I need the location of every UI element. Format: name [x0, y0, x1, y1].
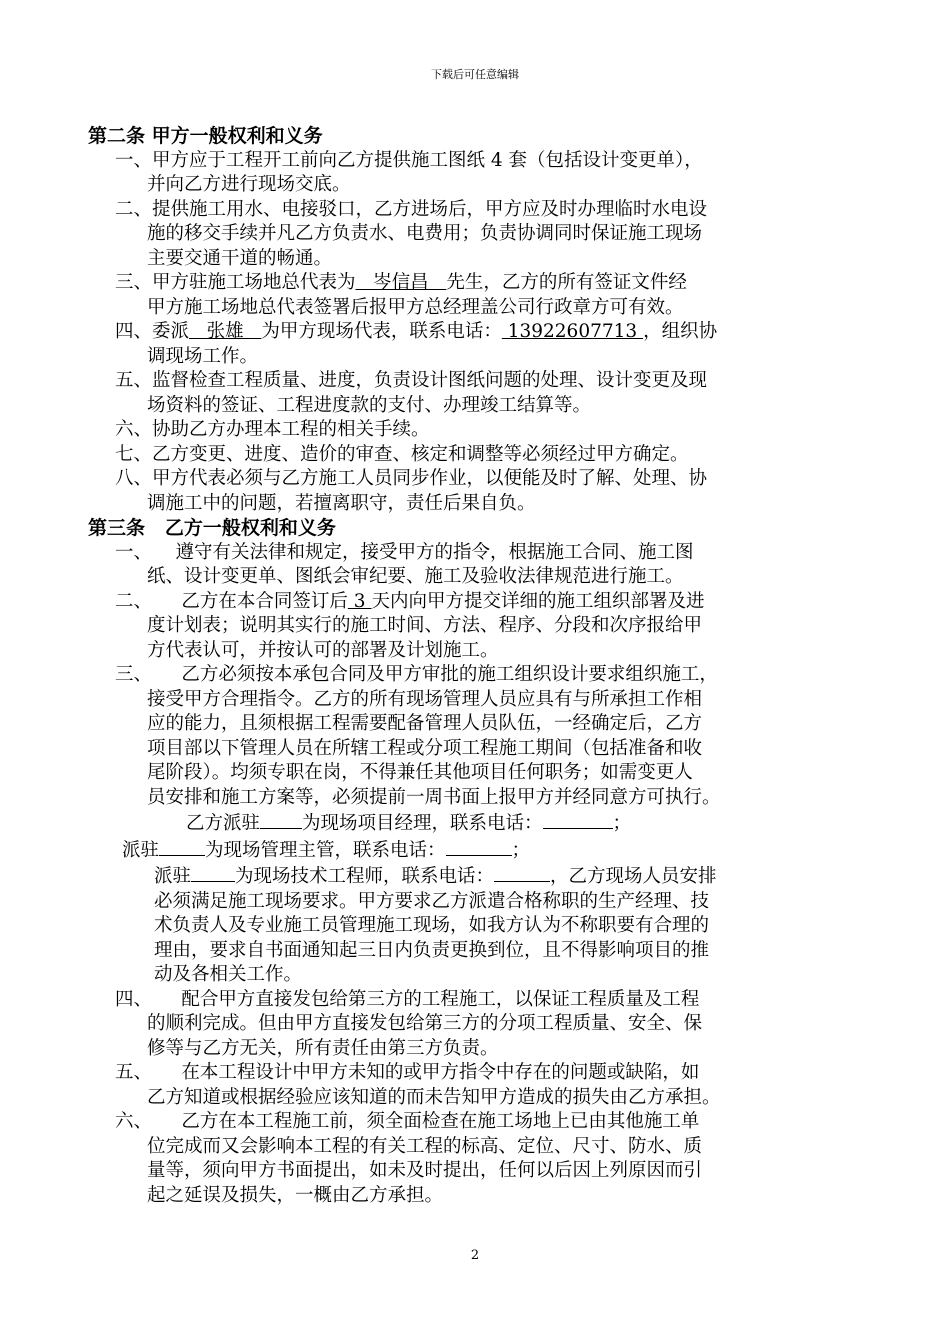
document-body	[88, 124, 848, 1208]
s3-item-3-line-10: 必须满足施工现场要求。甲方要求乙方派遣合格称职的生产经理、技	[154, 890, 710, 912]
s3-item-3-line-13: 动及各相关工作。	[154, 964, 303, 985]
engineer-middle: 为现场技术工程师，联系电话：	[235, 866, 495, 887]
s3-item-5-line-2: 乙方知道或根据经验应该知道的而未告知甲方造成的损失由乙方承担。	[147, 1086, 721, 1108]
s2-item-5-line-1: 五、监督检查工程质量、进度，负责设计图纸问题的处理、设计变更及现	[115, 370, 708, 391]
s3-item-6-line-2: 位完成而又会影响本工程的有关工程的标高、定位、尺寸、防水、质	[147, 1135, 703, 1157]
s3-item-2-line-1	[88, 590, 848, 615]
s3-item-4-line-1: 四、 配合甲方直接发包给第三方的工程施工，以保证工程质量及工程	[115, 988, 700, 1010]
s2-item-2-line-1: 二、提供施工用水、电接驳口，乙方进场后，甲方应及时办理临时水电设	[115, 198, 708, 220]
s2-item-2-line-3: 主要交通干道的畅通。	[147, 247, 333, 269]
s2-item-8-line-2: 调施工中的问题，若擅离职守，责任后果自负。	[147, 492, 536, 514]
s3-item-3-line-5: 尾阶段）。均须专职在岗，不得兼任其他项目任何职务；如需变更人	[147, 762, 693, 783]
s3-item-2-prefix: 二、 乙方在本合同签订后	[115, 590, 348, 612]
s3-item-3-line-3: 应的能力，且须根据工程需要配备管理人员队伍，一经确定后，乙方	[147, 713, 703, 734]
s2-item-6: 六、协助乙方办理本工程的相关手续。	[115, 419, 430, 440]
supervisor-phone-blank	[446, 837, 512, 856]
s3-item-2-suffix: 天内向甲方提交详细的施工组织部署及进	[371, 590, 705, 612]
s2-item-5-line-2: 场资料的签证、工程进度款的支付、办理竣工结算等。	[147, 394, 592, 416]
s3-item-3-line-11: 术负责人及专业施工员管理施工现场，如我方认为不称职要有合理的	[154, 915, 710, 936]
s2-item-7: 七、乙方变更、进度、造价的审查、核定和调整等必须经过甲方确定。	[115, 443, 689, 465]
pm-name-blank	[260, 810, 302, 829]
s3-item-6-line-1: 六、 乙方在本工程施工前，须全面检查在施工场地上已由其他施工单	[115, 1111, 700, 1132]
s3-item-2-line-3: 方代表认可，并按认可的部署及计划施工。	[147, 639, 499, 661]
s2-item-3-suffix: 先生，乙方的所有签证文件经	[446, 272, 687, 293]
s3-item-1-line-2: 纸、设计变更单、图纸会审纪要、施工及验收法律规范进行施工。	[147, 566, 684, 587]
pm-prefix: 乙方派驻	[186, 813, 261, 834]
page-number: 2	[470, 1248, 480, 1263]
section-3-title: 第三条 乙方一般权利和义务	[88, 517, 336, 539]
s2-item-4-line-2: 调现场工作。	[147, 345, 259, 367]
site-supervisor-line	[88, 837, 848, 864]
s3-item-3-line-12: 理由，要求自书面通知起三日内负责更换到位，且不得影响项目的推	[154, 939, 710, 961]
supervisor-prefix: 派驻	[122, 839, 160, 861]
s3-item-3-line-1: 三、 乙方必须按本承包合同及甲方审批的施工组织设计要求组织施工，	[115, 664, 718, 685]
s3-item-6-line-4: 起之延误及损失，一概由乙方承担。	[147, 1184, 444, 1206]
engineer-phone-blank	[494, 863, 550, 882]
s2-item-2-line-2: 施的移交手续并凡乙方负责水、电费用；负责协调同时保证施工现场	[147, 223, 703, 244]
s3-item-1-line-1: 一、 遵守有关法律和规定，接受甲方的指令，根据施工合同、施工图	[115, 541, 694, 563]
pm-suffix: ；	[612, 813, 632, 834]
s2-item-1-line-2: 并向乙方进行现场交底。	[147, 174, 351, 195]
s2-item-3-prefix: 三、甲方驻施工场地总代表为	[115, 272, 356, 293]
s3-item-2-line-2: 度计划表；说明其实行的施工时间、方法、程序、分段和次序报给甲	[147, 615, 703, 636]
representative-name: 岑信昌	[355, 272, 447, 293]
s3-item-5-line-1: 五、 在本工程设计中甲方未知的或甲方指令中存在的问题或缺陷，如	[115, 1062, 700, 1083]
s2-item-4-line-1	[88, 320, 848, 345]
engineer-prefix: 派驻	[154, 866, 192, 887]
project-manager-line	[88, 810, 848, 837]
s2-item-8-line-1: 八、甲方代表必须与乙方施工人员同步作业，以便能及时了解、处理、协	[115, 468, 708, 489]
s2-item-3-line-1	[88, 271, 848, 296]
s2-item-4-middle: 为甲方现场代表，联系电话：	[261, 321, 502, 342]
supervisor-suffix: ；	[511, 839, 531, 861]
s3-item-6-line-3: 量等，须向甲方书面提出，如未及时提出，任何以后因上列原因而引	[147, 1160, 703, 1181]
s3-item-3-line-4: 项目部以下管理人员在所辖工程或分项工程施工期间（包括准备和收	[147, 737, 703, 759]
site-representative-name: 张雄	[189, 321, 262, 342]
s2-item-4-prefix: 四、委派	[115, 321, 190, 342]
s2-item-3-line-2: 甲方施工场地总代表签署后报甲方总经理盖公司行政章方可有效。	[147, 296, 684, 318]
s2-item-4-suffix: ，组织协	[643, 321, 718, 342]
s3-item-3-line-2: 接受甲方合理指令。乙方的所有现场管理人员应具有与所承担工作相	[147, 688, 703, 710]
supervisor-middle: 为现场管理主管，联系电话：	[205, 839, 446, 861]
pm-phone-blank	[543, 810, 613, 829]
site-representative-phone: 13922607713	[501, 321, 644, 342]
s3-item-3-line-6: 员安排和施工方案等，必须提前一周书面上报甲方并经同意方可执行。	[147, 786, 721, 808]
s3-item-4-line-2: 的顺利完成。但由甲方直接发包给第三方的分项工程质量、安全、保	[147, 1013, 703, 1034]
supervisor-name-blank	[159, 837, 205, 856]
s2-item-1-line-1: 一、甲方应于工程开工前向乙方提供施工图纸 4 套（包括设计变更单），	[115, 149, 703, 171]
engineer-suffix: ，乙方现场人员安排	[550, 866, 717, 887]
s3-item-4-line-3: 修等与乙方无关，所有责任由第三方负责。	[147, 1037, 499, 1059]
page-header: 下载后可任意编辑	[431, 68, 519, 81]
pm-middle: 为现场项目经理，联系电话：	[302, 813, 543, 834]
schedule-days: 3	[347, 590, 372, 612]
tech-engineer-line	[88, 863, 848, 890]
engineer-name-blank	[191, 863, 235, 882]
section-2-title: 第二条 甲方一般权利和义务	[88, 125, 323, 147]
